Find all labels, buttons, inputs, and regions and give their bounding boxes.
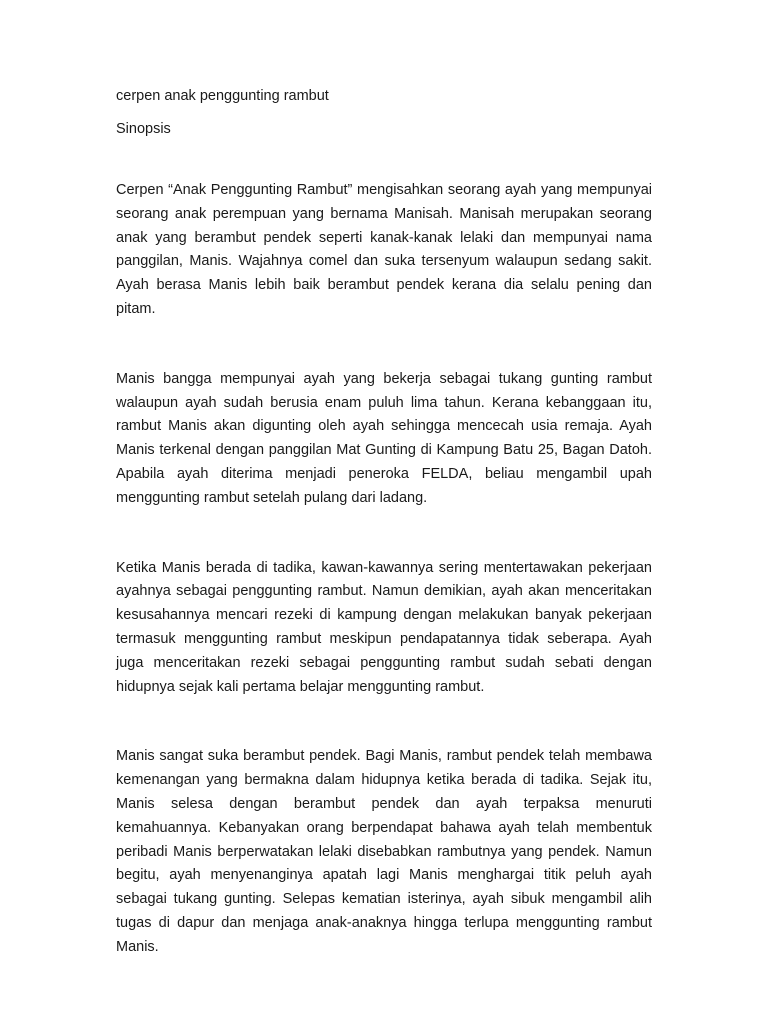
document-title: cerpen anak penggunting rambut — [116, 88, 329, 104]
paragraph-3: Ketika Manis berada di tadika, kawan-kawannya sering mentertawakan pekerjaan ayahnya sebagai penggunting rambut. Namun demikian, ayah akan menceritakan kesusahannya mencari rezeki di kampung dengan melakukan banyak pekerjaan termasuk menggunting rambut meskipun pendapatannya tidak seberapa. Ayah juga menceritakan rezeki sebagai penggunting rambut sudah sebati dengan hidupnya sejak kali pertama belajar menggunting rambut. — [116, 559, 652, 695]
paragraph-2: Manis bangga mempunyai ayah yang bekerja sebagai tukang gunting rambut walaupun ayah sudah berusia enam puluh lima tahun. Kerana kebanggaan itu, rambut Manis akan digunting oleh ayah sehingga mencecah usia remaja. Ayah Manis terkenal dengan panggilan Mat Gunting di Kampung Batu 25, Bagan Datoh. Apabila ayah diterima menjadi peneroka FELDA, beliau mengambil upah menggunting rambut setelah pulang dari ladang. — [116, 370, 652, 506]
section-heading-sinopsis: Sinopsis — [116, 121, 171, 137]
document-content — [116, 86, 652, 960]
paragraph-4: Manis sangat suka berambut pendek. Bagi Manis, rambut pendek telah membawa kemenangan yang bermakna dalam hidupnya ketika berada di tadika. Sejak itu, Manis selesa dengan berambut pendek dan ayah terpaksa menuruti kemahuannya. Kebanyakan orang berpendapat bahawa ayah telah membentuk peribadi Manis berperwatakan lelaki disebabkan rambutnya yang pendek. Namun begitu, ayah menyenanginya apatah lagi Manis menghargai titik peluh ayah sebagai tukang gunting. Selepas kematian isterinya, ayah sibuk mengambil alih tugas di dapur dan menjaga anak-anaknya hingga terlupa menggunting rambut Manis. — [116, 748, 652, 955]
paragraph-1: Cerpen “Anak Penggunting Rambut” mengisahkan seorang ayah yang mempunyai seorang anak perempuan yang bernama Manisah. Manisah merupakan seorang anak yang berambut pendek seperti kanak-kanak lelaki dan mempunyai nama panggilan, Manis. Wajahnya comel dan suka tersenyum walaupun sedang sakit. Ayah berasa Manis lebih baik berambut pendek kerana dia selalu pening dan pitam. — [116, 182, 652, 317]
